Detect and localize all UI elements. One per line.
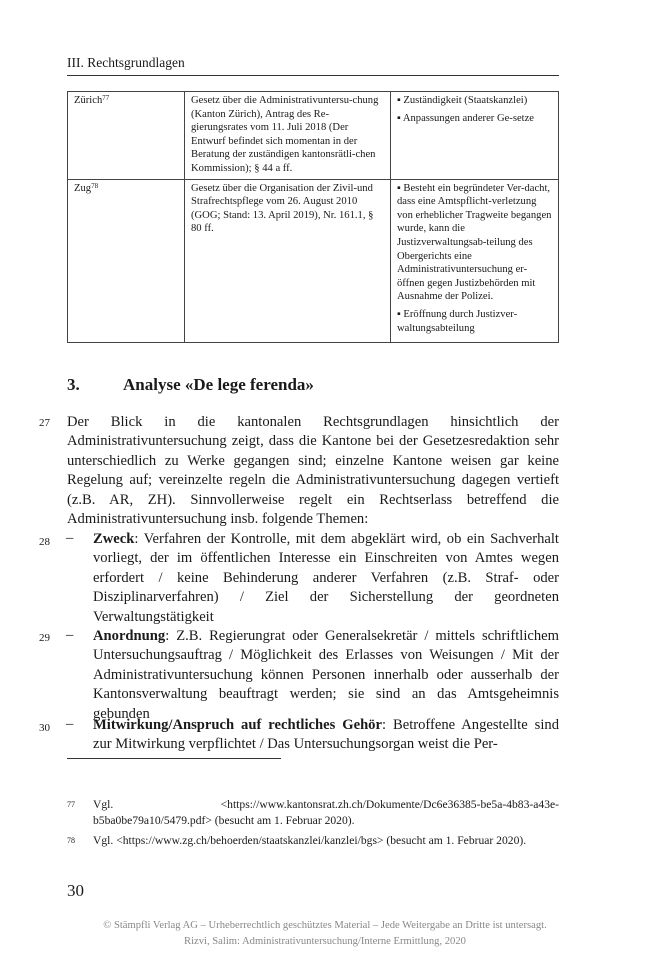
copyright-source: Rizvi, Salim: Administrativuntersuchung/Interne Ermittlung, 2020 bbox=[184, 936, 466, 947]
margin-number: 27 bbox=[39, 417, 50, 429]
list-item bbox=[93, 627, 559, 724]
cantonal-law-table bbox=[67, 91, 559, 343]
body-paragraph: Der Blick in die kantonalen Rechtsgrundlagen hinsichtlich der Administrativuntersuchung zeigt, dass die Kantone bei der Gesetzesredaktion sehr unterschiedlich zu Werke gegangen sind; einzelne Kantone weisen gar keine Regelung auf; vereinzelte regeln die Administrativuntersuchung dagegen vertieft (z.B. AR, ZH). Sinnvollerweise regelt ein Rechtserlass betreffend die Administrativuntersuchung insb. folgende Themen: bbox=[67, 414, 559, 528]
canton-cell bbox=[68, 92, 185, 180]
section-heading bbox=[67, 375, 314, 395]
item-term: Zweck bbox=[93, 531, 135, 547]
page-number: 30 bbox=[67, 881, 84, 900]
points-cell bbox=[391, 92, 559, 180]
item-text: : Betroffene Angestellte sind zur Mitwirkung verpflichtet / Das Untersuchungsorgan weist die Per- bbox=[93, 717, 559, 753]
footnote-ref: 77 bbox=[102, 94, 110, 102]
footnote-rule bbox=[67, 758, 281, 759]
margin-number: 28 bbox=[39, 536, 50, 548]
item-term: Anordnung bbox=[93, 628, 166, 644]
points-cell bbox=[391, 179, 559, 343]
footnote-number: 78 bbox=[67, 836, 75, 845]
law-cell: Gesetz über die Organisation der Zivil-und Strafrechtspflege vom 26. August 2010 (GOG; Stand: 13. April 2019), Nr. 161.1, § 80 ff. bbox=[185, 179, 391, 343]
canton-cell bbox=[68, 179, 185, 343]
footnote-ref: 78 bbox=[91, 181, 99, 190]
section-title: Analyse «De lege ferenda» bbox=[123, 375, 314, 394]
list-dash: – bbox=[66, 530, 74, 546]
bullet-point: ▪ Eröffnung durch Justizver-waltungsabteilung bbox=[397, 308, 518, 334]
item-term: Mitwirkung/Anspruch auf rechtliches Gehör bbox=[93, 717, 382, 733]
header-rule bbox=[67, 75, 559, 76]
item-text: : Verfahren der Kontrolle, mit dem abgeklärt wird, ob ein Sachverhalt vorliegt, der im öffentlichen Interesse ein Einschreiten von Amtes wegen erfordert / keine Behinderung anderer Verfahren (z.B. Straf- oder Disziplinarverfahren) / Ziel der Sicherstellung der geordneten Verwaltungstätigkeit bbox=[93, 531, 559, 625]
section-number: 3. bbox=[67, 375, 80, 394]
canton-name: Zürich bbox=[74, 95, 103, 106]
footnote: Vgl. <https://www.kantonsrat.zh.ch/Dokumente/Dc6e36385-be5a-4b83-a43e-b5ba0be79a10/5479.pdf> (besucht am 1. Februar 2020). bbox=[93, 798, 559, 827]
list-dash: – bbox=[66, 716, 74, 732]
margin-number: 30 bbox=[39, 722, 50, 734]
table-row bbox=[68, 92, 559, 180]
footnote: Vgl. <https://www.zg.ch/behoerden/staatskanzlei/kanzlei/bgs> (besucht am 1. Februar 2020). bbox=[93, 834, 527, 847]
list-item bbox=[93, 530, 559, 627]
bullet-point: ▪ Zuständigkeit (Staatskanzlei) bbox=[397, 95, 528, 106]
copyright-notice: © Stämpfli Verlag AG – Urheberrechtlich geschütztes Material – Jede Weitergabe an Dritte ist untersagt. bbox=[103, 920, 547, 931]
footnote-number: 77 bbox=[67, 800, 75, 809]
law-cell: Gesetz über die Administrativuntersu-chung (Kanton Zürich), Antrag des Re-gierungsrates vom 11. Juli 2018 (Der Entwurf befindet sich momentan in der Beratung der zuständigen kantonsrätli-chen Kommission); § 44 a ff. bbox=[185, 92, 391, 180]
table-row bbox=[68, 179, 559, 343]
margin-number: 29 bbox=[39, 632, 50, 644]
bullet-point: ▪ Besteht ein begründeter Ver-dacht, dass eine Amtspflicht-verletzung von erheblicher Tragweite begangen wurde, kann die Justizverwaltungsab-teilung des Obergerichts eine Administrativuntersuchung er-öffnen gegen Justizbehörden mit Ausnahme der Polizei. bbox=[397, 182, 552, 303]
bullet-point: ▪ Anpassungen anderer Ge-setze bbox=[397, 112, 535, 124]
list-item bbox=[93, 716, 559, 755]
item-text: : Z.B. Regierungrat oder Generalsekretär / mittels schriftlichem Untersuchungsauftrag / Möglichkeit des Erlasses von Weisungen / Mit der Administrativuntersuchung können Personen innerhalb oder ausserhalb der Kantonsverwaltung beauftragt werden; sie sind an das Amtsgeheimnis gebunden bbox=[93, 628, 559, 722]
list-dash: – bbox=[66, 627, 74, 643]
canton-name: Zug bbox=[74, 182, 92, 194]
running-head: III. Rechtsgrundlagen bbox=[67, 55, 185, 70]
